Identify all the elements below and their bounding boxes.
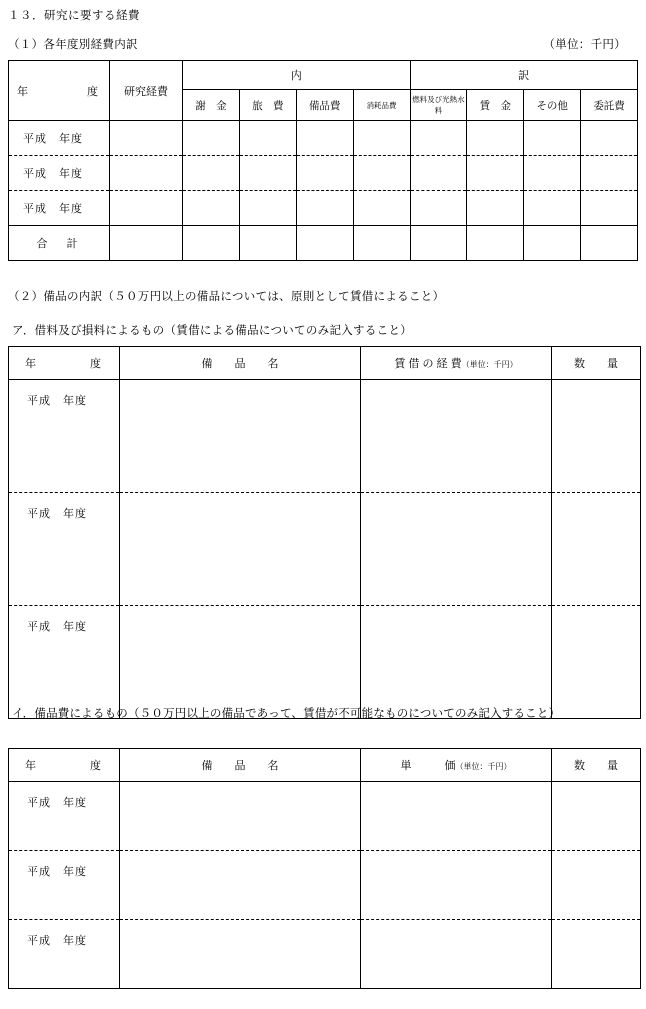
cell-qty-2[interactable]: [552, 920, 641, 989]
cell-unit-price-0[interactable]: [361, 782, 552, 851]
cell-0-7[interactable]: [581, 121, 638, 156]
cell-research-cost-0[interactable]: [110, 121, 183, 156]
cell-cost-1[interactable]: [361, 493, 552, 606]
purchase-equipment-table: [8, 748, 641, 989]
table-row: [9, 191, 638, 226]
cell-research-cost-1[interactable]: [110, 156, 183, 191]
cell-item-name-2[interactable]: [120, 920, 361, 989]
row-label-2: 平成 年度: [9, 191, 110, 226]
table-row: [9, 782, 641, 851]
cell-total-2[interactable]: [296, 226, 353, 261]
cell-1-6[interactable]: [524, 156, 581, 191]
table-row: [9, 380, 641, 493]
row-label-1: 平成 年度: [9, 156, 110, 191]
table-row: [9, 121, 638, 156]
section2b-label: イ．備品費によるもの（５０万円以上の備品であって、賃借が不可能なものについてのみ記入すること）: [12, 708, 561, 720]
cell-total-1[interactable]: [239, 226, 296, 261]
header-research-cost: 研究経費: [110, 61, 183, 121]
table-row: [9, 920, 641, 989]
header-col-4: 燃料及び光熱水料: [410, 90, 467, 121]
header-col-7: 委託費: [581, 90, 638, 121]
header-col-0: 謝 金: [183, 90, 240, 121]
cell-qty-0[interactable]: [552, 782, 641, 851]
cell-research-cost-2[interactable]: [110, 191, 183, 226]
header-year: 年 度: [9, 749, 120, 782]
cell-qty-2[interactable]: [552, 606, 641, 719]
cell-qty-1[interactable]: [552, 851, 641, 920]
cell-1-5[interactable]: [467, 156, 524, 191]
cell-qty-1[interactable]: [552, 493, 641, 606]
cell-item-name-1[interactable]: [120, 851, 361, 920]
row-label-2: 平成 年度: [9, 606, 120, 719]
row-label-1: 平成 年度: [9, 493, 120, 606]
cell-2-1[interactable]: [239, 191, 296, 226]
cell-1-2[interactable]: [296, 156, 353, 191]
cell-2-2[interactable]: [296, 191, 353, 226]
header-unit-price-text: 単 価: [400, 760, 456, 772]
header-col-6: その他: [524, 90, 581, 121]
lease-equipment-table: [8, 346, 641, 719]
cell-total-6[interactable]: [524, 226, 581, 261]
header-breakdown-right: 訳: [410, 61, 638, 90]
yearly-cost-breakdown-table: [8, 60, 638, 261]
cell-2-6[interactable]: [524, 191, 581, 226]
table-row: [9, 156, 638, 191]
cell-total-4[interactable]: [410, 226, 467, 261]
section2-label: （２）備品の内訳（５０万円以上の備品については、原則として賃借によること）: [8, 291, 445, 303]
row-label-0: 平成 年度: [9, 121, 110, 156]
cell-1-7[interactable]: [581, 156, 638, 191]
section1-label: （１）各年度別経費内訳: [8, 39, 138, 51]
header-item-name: 備 品 名: [120, 749, 361, 782]
cell-unit-price-2[interactable]: [361, 920, 552, 989]
cell-total-3[interactable]: [353, 226, 410, 261]
cell-total-7[interactable]: [581, 226, 638, 261]
cell-2-0[interactable]: [183, 191, 240, 226]
row-label-0: 平成 年度: [9, 380, 120, 493]
cell-2-7[interactable]: [581, 191, 638, 226]
header-cost: [361, 347, 552, 380]
table-total-row: [9, 226, 638, 261]
header-unit-price-unit: （単位：千円）: [455, 762, 512, 771]
cell-0-1[interactable]: [239, 121, 296, 156]
header-year: 年 度: [9, 347, 120, 380]
header-col-5: 賃 金: [467, 90, 524, 121]
header-year: 年 度: [9, 61, 110, 121]
cell-cost-2[interactable]: [361, 606, 552, 719]
cell-0-3[interactable]: [353, 121, 410, 156]
page-title: １３．研究に要する経費: [8, 10, 140, 22]
header-quantity: 数 量: [552, 347, 641, 380]
table-row: [9, 851, 641, 920]
cell-2-5[interactable]: [467, 191, 524, 226]
cell-unit-price-1[interactable]: [361, 851, 552, 920]
table-row: [9, 493, 641, 606]
cell-item-name-2[interactable]: [120, 606, 361, 719]
section1-unit-note: （単位：千円）: [543, 39, 626, 51]
table-header-row: [9, 347, 641, 380]
row-label-1: 平成 年度: [9, 851, 120, 920]
cell-1-4[interactable]: [410, 156, 467, 191]
cell-0-0[interactable]: [183, 121, 240, 156]
header-col-3: 消耗品費: [353, 90, 410, 121]
row-label-0: 平成 年度: [9, 782, 120, 851]
cell-0-4[interactable]: [410, 121, 467, 156]
cell-0-6[interactable]: [524, 121, 581, 156]
row-label-2: 平成 年度: [9, 920, 120, 989]
section2a-label: ア．借料及び損料によるもの（賃借による備品についてのみ記入すること）: [12, 325, 413, 337]
cell-item-name-0[interactable]: [120, 782, 361, 851]
cell-qty-0[interactable]: [552, 380, 641, 493]
cell-1-1[interactable]: [239, 156, 296, 191]
cell-2-4[interactable]: [410, 191, 467, 226]
cell-1-3[interactable]: [353, 156, 410, 191]
table-header-row-1: [9, 61, 638, 90]
header-item-name: 備 品 名: [120, 347, 361, 380]
cell-total-5[interactable]: [467, 226, 524, 261]
cell-item-name-1[interactable]: [120, 493, 361, 606]
cell-total-0[interactable]: [183, 226, 240, 261]
cell-2-3[interactable]: [353, 191, 410, 226]
header-cost-unit: （単位：千円）: [461, 360, 518, 369]
table-header-row: [9, 749, 641, 782]
cell-item-name-0[interactable]: [120, 380, 361, 493]
header-unit-price: [361, 749, 552, 782]
row-label-total: 合 計: [9, 226, 110, 261]
cell-0-5[interactable]: [467, 121, 524, 156]
cell-research-cost-total[interactable]: [110, 226, 183, 261]
cell-1-0[interactable]: [183, 156, 240, 191]
header-col-2: 備品費: [296, 90, 353, 121]
header-quantity: 数 量: [552, 749, 641, 782]
table-row: [9, 606, 641, 719]
cell-cost-0[interactable]: [361, 380, 552, 493]
header-breakdown-left: 内: [183, 61, 411, 90]
header-col-1: 旅 費: [239, 90, 296, 121]
header-cost-text: 賃 借 の 経 費: [394, 358, 462, 370]
cell-0-2[interactable]: [296, 121, 353, 156]
